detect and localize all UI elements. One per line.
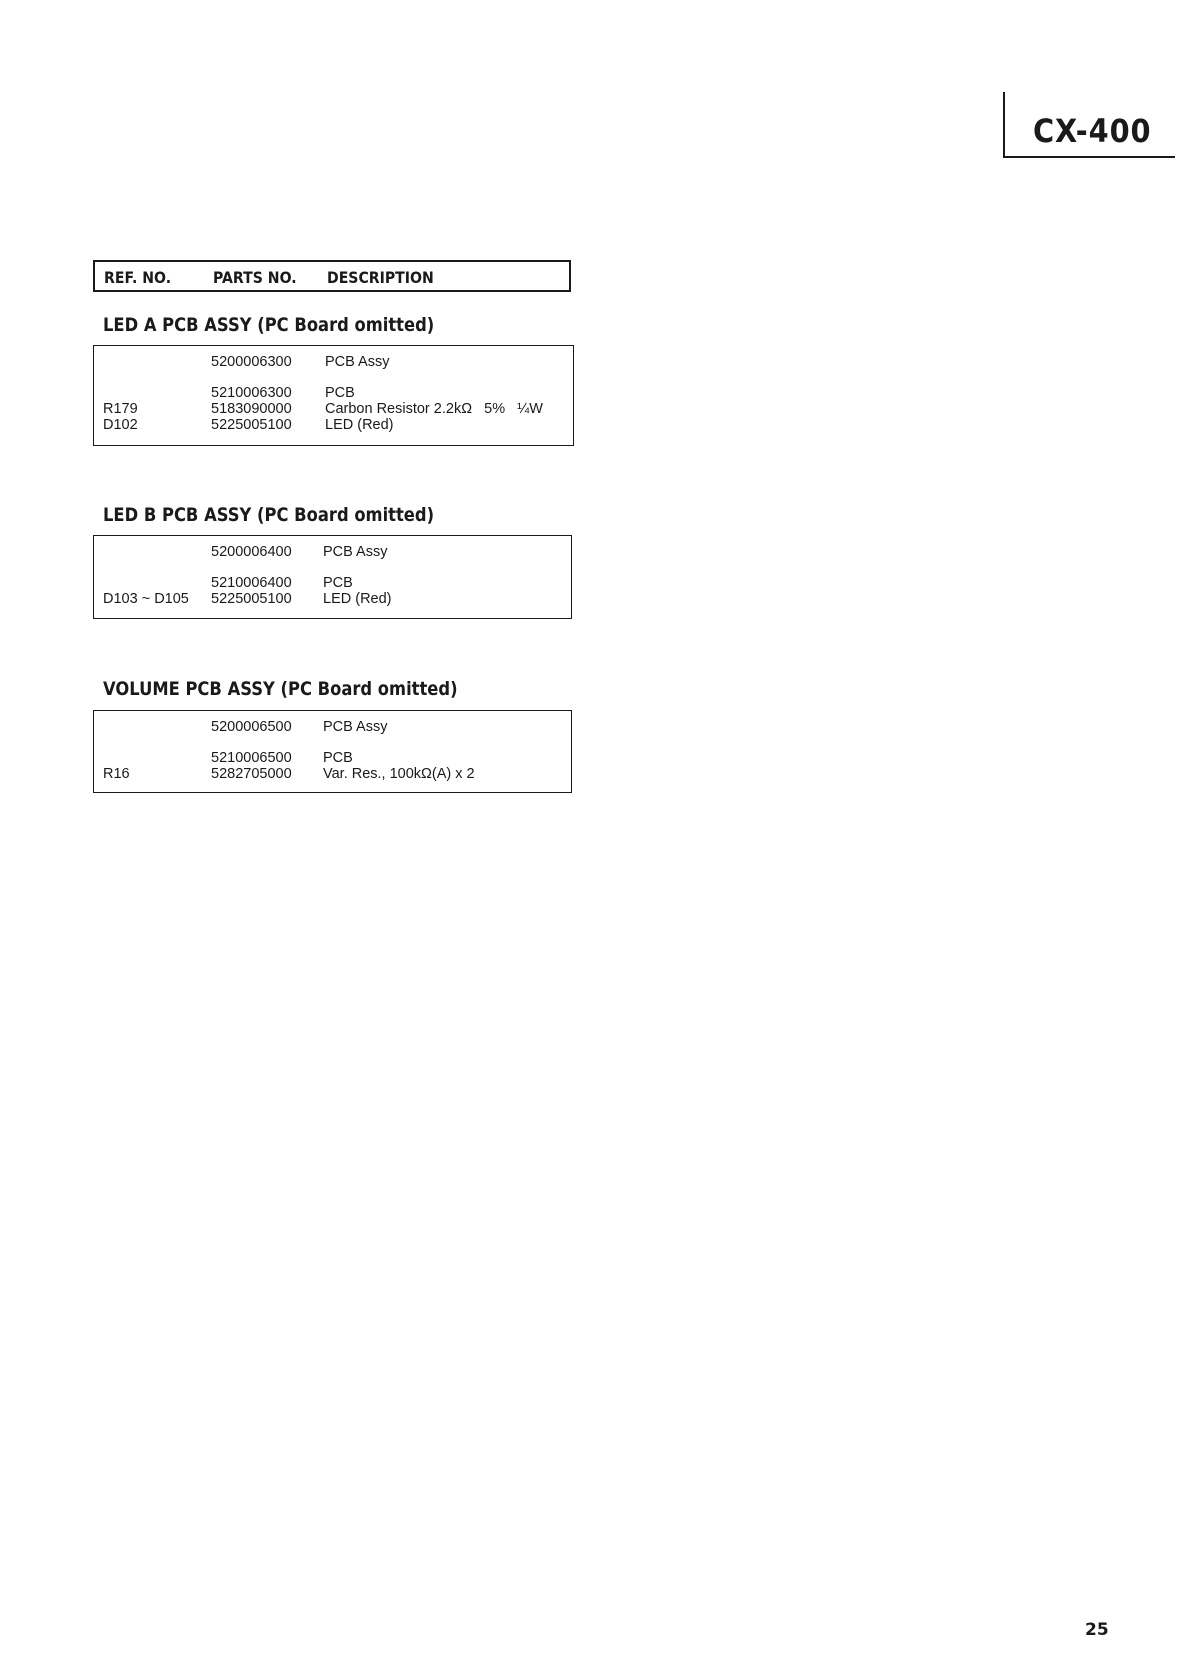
table-row bbox=[94, 719, 571, 737]
parts-table bbox=[93, 535, 572, 619]
table-row bbox=[94, 591, 571, 609]
table-row bbox=[94, 766, 571, 784]
table-row bbox=[94, 417, 573, 435]
header-ref-no: REF. NO. bbox=[104, 268, 172, 287]
parts-table bbox=[93, 710, 572, 793]
section-title: LED B PCB ASSY (PC Board omitted) bbox=[103, 504, 435, 526]
parts-no: 5200006400 bbox=[211, 544, 292, 560]
model-name: CX-400 bbox=[1033, 112, 1152, 150]
ref-no: R179 bbox=[103, 401, 138, 417]
ref-no: D103 ~ D105 bbox=[103, 591, 189, 607]
parts-no: 5225005100 bbox=[211, 417, 292, 433]
description: PCB bbox=[323, 750, 353, 766]
parts-no: 5282705000 bbox=[211, 766, 292, 782]
page-number: 25 bbox=[1085, 1620, 1109, 1640]
parts-no: 5183090000 bbox=[211, 401, 292, 417]
parts-no: 5210006500 bbox=[211, 750, 292, 766]
table-row bbox=[94, 544, 571, 562]
parts-no: 5210006300 bbox=[211, 385, 292, 401]
ref-no: R16 bbox=[103, 766, 130, 782]
parts-no: 5225005100 bbox=[211, 591, 292, 607]
ref-no: D102 bbox=[103, 417, 138, 433]
header-parts-no: PARTS NO. bbox=[213, 268, 297, 287]
description: PCB bbox=[323, 575, 353, 591]
section-title: LED A PCB ASSY (PC Board omitted) bbox=[103, 314, 435, 336]
header-description: DESCRIPTION bbox=[327, 268, 434, 287]
table-row bbox=[94, 354, 573, 372]
description: LED (Red) bbox=[323, 591, 392, 607]
description: PCB bbox=[325, 385, 355, 401]
description: LED (Red) bbox=[325, 417, 394, 433]
description: PCB Assy bbox=[325, 354, 390, 370]
description: PCB Assy bbox=[323, 544, 388, 560]
parts-no: 5200006500 bbox=[211, 719, 292, 735]
section-title: VOLUME PCB ASSY (PC Board omitted) bbox=[103, 678, 458, 700]
parts-no: 5210006400 bbox=[211, 575, 292, 591]
column-header bbox=[93, 260, 571, 292]
description: Var. Res., 100kΩ(A) x 2 bbox=[323, 766, 475, 782]
model-badge bbox=[1003, 92, 1175, 158]
parts-table bbox=[93, 345, 574, 446]
description: PCB Assy bbox=[323, 719, 388, 735]
parts-no: 5200006300 bbox=[211, 354, 292, 370]
description: Carbon Resistor 2.2kΩ 5% ¼W bbox=[325, 401, 543, 417]
